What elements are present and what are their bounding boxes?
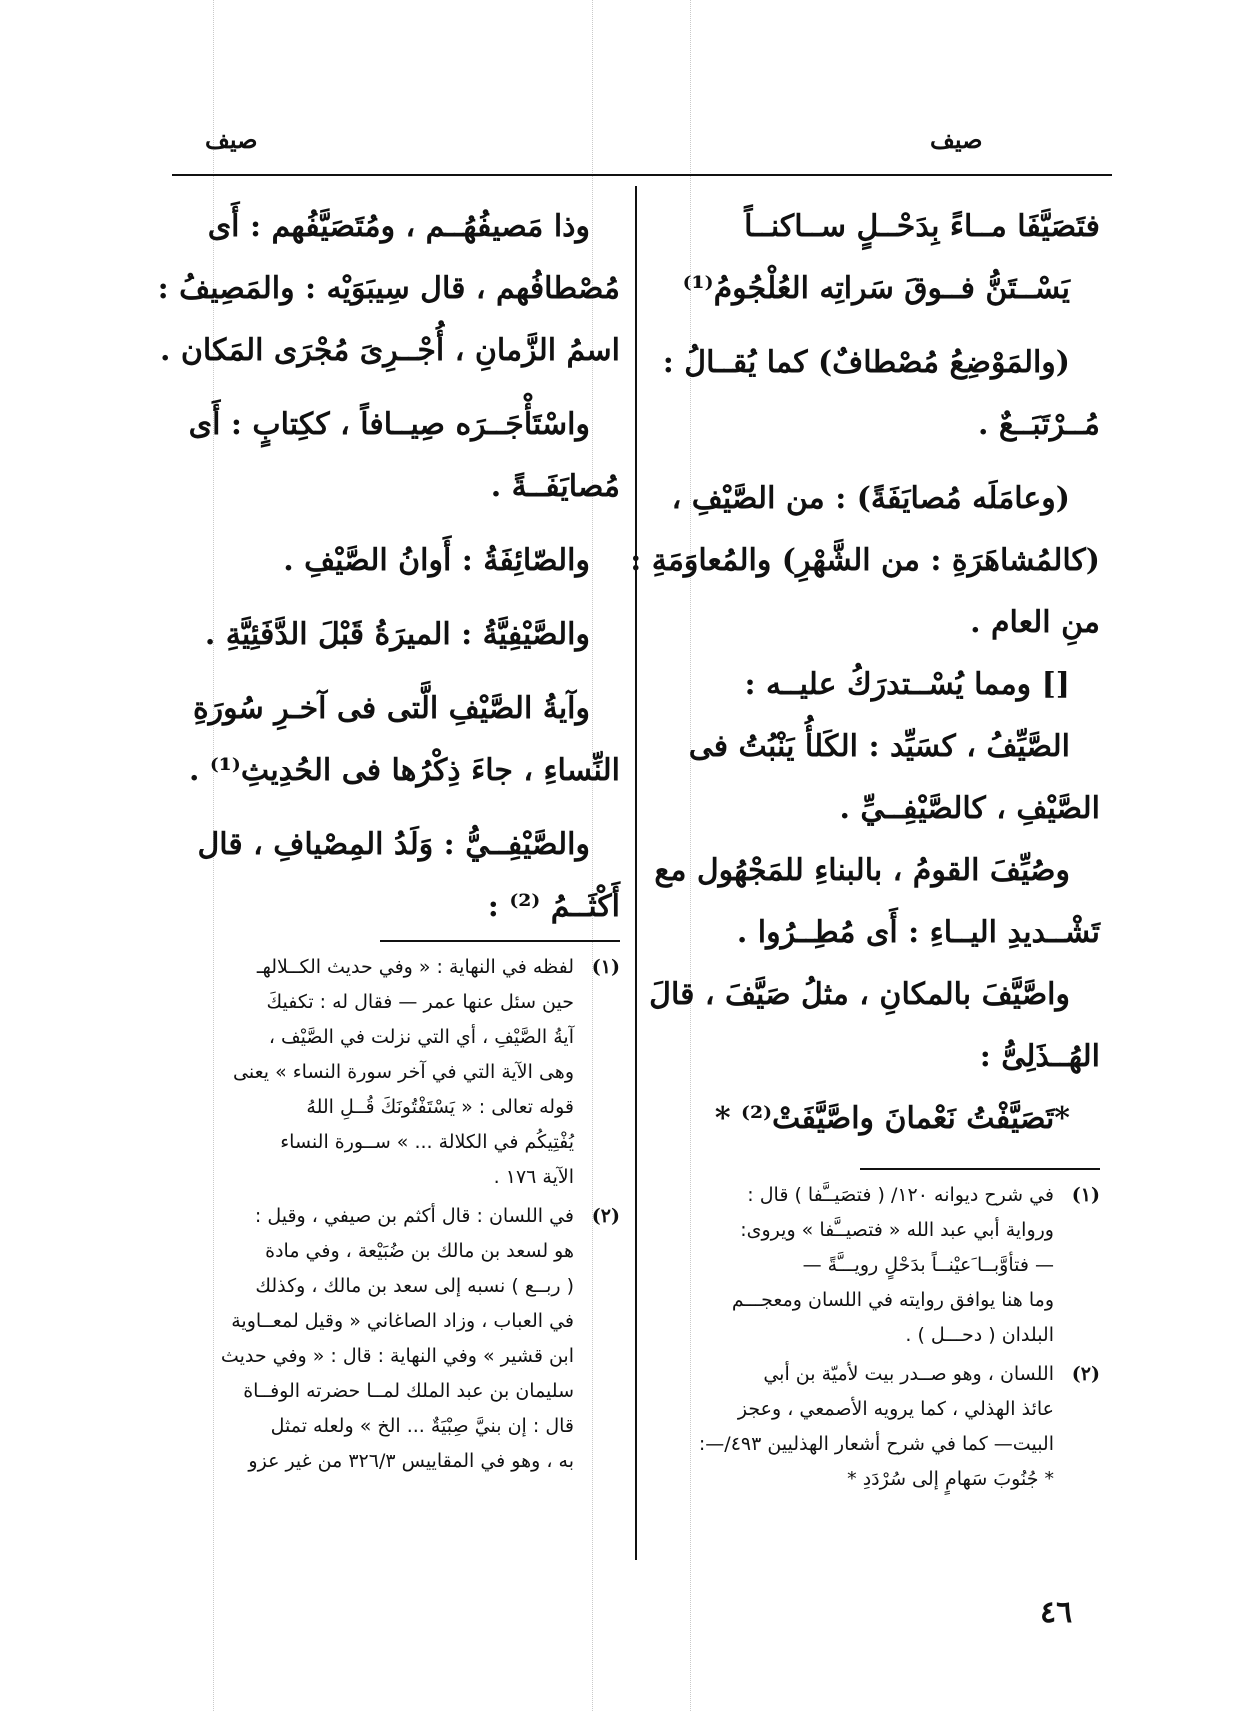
right-column [630, 196, 1100, 1150]
footnote [180, 1199, 620, 1479]
footnote-number: (١) [591, 956, 620, 978]
footnote-line: لفظه في النهاية : « وفي حديث الكــلالهـ [256, 956, 574, 978]
footnote-line: * جُنُوبَ سَهامٍ إلى سُرْدَدِ * [847, 1468, 1054, 1490]
text-line: وآيةُ الصَّيْفِ الَّتى فى آخـرِ سُورَةِ [192, 691, 590, 726]
text-line: اسمُ الزَّمانِ ، أُجْــرِىَ مُجْرَى المَكان . [159, 333, 620, 368]
text-line: مُصايَفَــةً . [490, 469, 620, 504]
footnote-rule [380, 940, 620, 942]
footnote-line: — فتأوَّبــا َعيْنــاً بدَحْلٍ رويـــَّةً — [802, 1254, 1054, 1276]
text-line: (والمَوْضِعُ مُصْطافٌ) كما يُقــالُ : [662, 345, 1070, 380]
footnote-line: البيت— كما في شرح أشعار الهذليين ٤٩٣/—: [698, 1433, 1054, 1455]
text-line: الصَّيْفِ ، كالصَّيْفِــيِّ . [839, 791, 1100, 826]
text-line: والصَّيْفِيَّةُ : الميرَةُ قَبْلَ الدَّفَئِيَّةِ . [204, 617, 590, 652]
text-line: والصّائِفَةُ : أَوانُ الصَّيْفِ . [283, 543, 590, 578]
footnote-line: البلدان ( دحـــل ) . [905, 1324, 1054, 1346]
footnote-line: ( ربــع ) نسبه إلى سعد بن مالك ، وكذلك [255, 1275, 574, 1297]
text-line: وصُيِّفَ القومُ ، بالبناءِ للمَجْهُول مع [654, 853, 1070, 888]
text-line: الصَّيِّفُ ، كسَيِّد : الكَلأُ يَنْبُتُ فى [688, 729, 1070, 764]
footnote-line: في العباب ، وزاد الصاغاني « وقيل لمعــاوية [231, 1310, 574, 1332]
footnote-line: ابن قشير » وفي النهاية : قال : « وفي حديث [220, 1345, 574, 1367]
text-line: (وعامَلَه مُصايَفَةً) : من الصَّيْفِ ، [671, 481, 1070, 516]
text-line: يَسْــتَنُّ فــوقَ سَراتِه العُلْجُومُ⁽¹⁾ [682, 271, 1070, 306]
text-line: النِّساءِ ، جاءَ ذِكْرُها فى الحُدِيثِ⁽¹⁾ . [188, 753, 620, 788]
header-right-word: صيف [930, 125, 983, 154]
text-line: فتَصَيَّفَا مــاءً بِدَحْــلٍ ســاكنــاً [744, 209, 1100, 244]
footnote-line: به ، وهو في المقاييس ٣٢٦/٣ من غير عزو [248, 1450, 574, 1472]
footnote-line: قال : إن بنيَّ صِبْيَةٌ ... الخ » ولعله تمثل [270, 1415, 574, 1437]
footnote [660, 1357, 1100, 1497]
footnote-line: في اللسان : قال أكثم بن صيفي ، وقيل : [254, 1205, 574, 1227]
footnote-line: وهى الآية التي في آخر سورة النساء » يعنى [233, 1061, 574, 1083]
text-line: مُصْطافُهم ، قال سِيبَوَيْه : والمَصِيفُ : [157, 271, 620, 306]
text-line: واصَّيَّفَ بالمكانِ ، مثلُ صَيَّفَ ، قالَ [649, 977, 1070, 1012]
footnote-line: اللسان ، وهو صــدر بيت لأميّة بن أبي [763, 1363, 1054, 1385]
text-line: [] ومما يُسْــتدرَكُ عليــه : [744, 667, 1070, 702]
footnote-number: (١) [1071, 1184, 1100, 1206]
footnote-line: وما هنا يوافق روايته في اللسان ومعجـــم [731, 1289, 1054, 1311]
footnote-line: حين سئل عنها عمر — فقال له : تكفيكَ [266, 991, 574, 1013]
footnote-line: هو لسعد بن مالك بن ضُبَيْعة ، وفي مادة [265, 1240, 574, 1262]
left-column [157, 196, 620, 938]
text-line: وذا مَصيفُهُــم ، ومُتَصَيَّفُهم : أَى [207, 209, 590, 244]
footnote-line: قوله تعالى : « يَسْتَفْتُونَكَ قُــلِ اللهُ [306, 1096, 574, 1118]
footnote-number: (٢) [1071, 1363, 1100, 1385]
text-line: الهُــذَلِىُّ : [979, 1039, 1100, 1074]
footnote-line: عائذ الهذلي ، كما يرويه الأصمعي ، وعجز [737, 1398, 1054, 1420]
page-number: ٤٦ [1040, 1595, 1073, 1630]
left-footnotes [180, 950, 620, 1483]
text-line: مُــرْتَبَــعٌ . [977, 407, 1100, 442]
footnote-line: الآية ١٧٦ . [493, 1166, 574, 1188]
footnote [660, 1178, 1100, 1353]
verse-line: *تَصَيَّفْتُ نَعْمانَ واصَّيَّفَتْ⁽²⁾ * [714, 1101, 1070, 1136]
header-left-word: صيف [205, 125, 258, 154]
text-line: منِ العام . [970, 605, 1100, 640]
footnote-line: سليمان بن عبد الملك لمــا حضرته الوفــاة [243, 1380, 574, 1402]
text-line: (كالمُشاهَرَةِ : من الشَّهْرِ) والمُعاوَمَةِ : [630, 543, 1100, 578]
footnote-rule [860, 1168, 1100, 1170]
footnote [180, 950, 620, 1195]
footnote-line: آيةُ الصَّيْفِ ، أي التي نزلت في الصَّيْف ، [268, 1026, 574, 1048]
text-line: أَكْثَــمُ ⁽²⁾ : [487, 889, 620, 924]
column-divider [635, 186, 637, 1560]
text-line: تَشْــديدِ اليــاءِ : أَى مُطِــرُوا . [736, 915, 1100, 950]
header-rule [172, 174, 1112, 176]
footnote-line: ورواية أبي عبد الله « فتصيــَّفا » ويروى: [740, 1219, 1054, 1241]
footnote-number: (٢) [591, 1205, 620, 1227]
text-line: والصَّيْفِــيُّ : وَلَدُ المِصْيافِ ، قال [197, 827, 590, 862]
footnote-line: يُفْتِيكُم في الكلالة ... » ســورة النساء [280, 1131, 574, 1153]
footnote-line: في شرح ديوانه ١٢٠/ ( فتصَيــَّفا ) قال : [747, 1184, 1054, 1206]
text-line: واسْتَأْجَــرَه صِيــافاً ، ككِتابٍ : أَى [188, 407, 590, 442]
right-footnotes [660, 1178, 1100, 1501]
